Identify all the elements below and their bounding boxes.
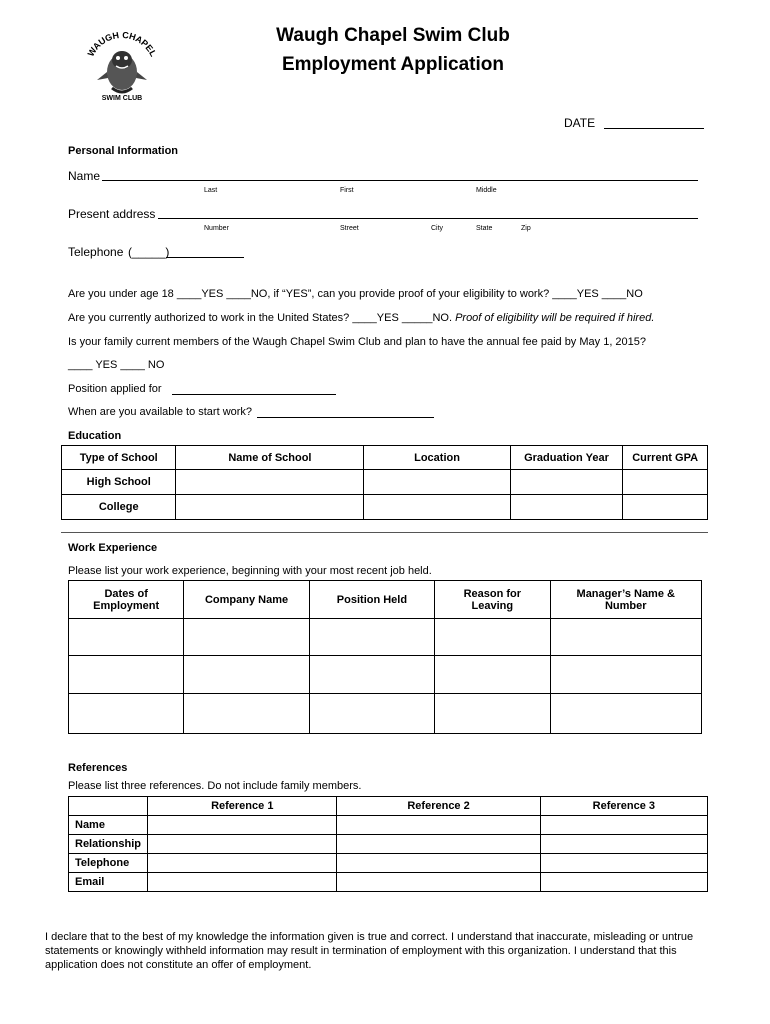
page-subtitle: Employment Application [281,54,505,75]
work-col-manager-l2: Number [604,599,647,612]
address-state-caption: State [476,225,493,232]
address-field[interactable] [158,218,698,219]
work-col-reason [435,581,550,619]
table-row [62,470,708,495]
references-heading: References [68,762,128,774]
date-field[interactable] [604,128,704,129]
address-zip-caption: Zip [521,225,531,232]
edu-col-name: Name of School [176,446,364,470]
work-col-dates-l2: Employment [93,599,160,612]
start-date-label: When are you available to start work? [68,406,253,418]
edu-col-grad-year: Graduation Year [510,446,623,470]
declaration-line: statements or knowingly withheld information may result in termination of employment with this organization. I understand that this [45,945,677,957]
table-row [62,495,708,520]
name-first-caption: First [340,187,354,194]
logo-top-text: WAUGH CHAPEL [85,30,159,59]
education-heading: Education [68,430,122,442]
work-col-dates [69,581,184,619]
declaration-line: I declare that to the best of my knowledge the information given is true and correct. I understand that inaccurate, misleading or untrue [45,931,694,943]
age-question: Are you under age 18 ____YES ____NO, if “YES”, can you provide proof of your eligibility to work? ____YES ____NO [68,288,643,300]
table-row [69,835,708,854]
name-last-caption: Last [204,187,218,194]
work-cell[interactable] [69,619,184,656]
section-divider [61,532,708,533]
work-heading: Work Experience [68,542,158,554]
address-street-caption: Street [340,225,359,232]
ref-col-1: Reference 1 [148,797,337,816]
education-table [61,445,708,520]
ref-col-2: Reference 2 [337,797,540,816]
work-cell[interactable] [435,694,550,734]
work-col-manager-l1: Manager’s Name & [576,587,675,600]
ref-cell[interactable] [148,835,337,854]
work-cell[interactable] [550,619,702,656]
work-col-reason-l1: Reason for [463,587,522,600]
address-city-caption: City [431,225,444,232]
references-instruction: Please list three references. Do not include family members. [68,780,362,792]
edu-cell[interactable] [176,470,364,495]
ref-cell[interactable] [337,854,540,873]
edu-cell[interactable] [364,495,510,520]
edu-cell[interactable] [510,495,623,520]
telephone-area-code: (_____) [128,245,170,259]
dolphin-logo-icon [82,30,162,104]
edu-row-label: High School [62,470,176,495]
address-number-caption: Number [204,225,229,232]
work-auth-question-text: Are you currently authorized to work in the United States? ____YES _____NO. [68,312,456,324]
ref-cell[interactable] [337,835,540,854]
edu-col-gpa: Current GPA [623,446,708,470]
ref-row-label: Email [69,873,148,892]
table-row [69,854,708,873]
ref-row-label: Name [69,816,148,835]
start-date-field[interactable] [257,417,434,418]
ref-cell[interactable] [540,835,707,854]
logo-bottom-text: SWIM CLUB [101,95,143,102]
work-cell[interactable] [550,656,702,694]
club-logo [82,30,162,104]
work-auth-note: Proof of eligibility will be required if hired. [455,312,655,324]
work-auth-question [68,312,654,324]
ref-col-3: Reference 3 [540,797,707,816]
edu-col-location: Location [364,446,510,470]
page-title: Waugh Chapel Swim Club [276,25,510,46]
edu-cell[interactable] [510,470,623,495]
position-field[interactable] [172,394,336,395]
work-cell[interactable] [435,656,550,694]
work-cell[interactable] [309,694,434,734]
telephone-label: Telephone [68,245,124,259]
work-cell[interactable] [184,619,309,656]
telephone-field[interactable] [166,257,244,258]
work-cell[interactable] [69,694,184,734]
ref-row-label: Telephone [69,854,148,873]
ref-corner-cell [69,797,148,816]
name-field[interactable] [102,180,698,181]
date-label: DATE [564,116,596,130]
ref-cell[interactable] [540,816,707,835]
ref-cell[interactable] [148,854,337,873]
edu-row-label: College [62,495,176,520]
ref-cell[interactable] [540,854,707,873]
ref-cell[interactable] [540,873,707,892]
table-row [69,816,708,835]
work-cell[interactable] [184,656,309,694]
edu-cell[interactable] [623,495,708,520]
references-table [68,796,708,892]
work-col-reason-l2: Leaving [471,599,514,612]
name-label: Name [68,169,101,183]
table-row [69,873,708,892]
ref-cell[interactable] [148,816,337,835]
work-table [68,580,702,734]
edu-cell[interactable] [176,495,364,520]
edu-cell[interactable] [364,470,510,495]
address-label: Present address [68,207,156,221]
name-middle-caption: Middle [476,187,497,194]
ref-cell[interactable] [148,873,337,892]
work-cell[interactable] [184,694,309,734]
family-member-options: ____ YES ____ NO [68,359,165,371]
personal-info-heading: Personal Information [68,145,179,157]
work-col-dates-l1: Dates of [104,587,148,600]
work-cell[interactable] [69,656,184,694]
table-row [69,656,702,694]
declaration-line: application does not constitute an offer of employment. [45,959,312,971]
work-col-company: Company Name [184,581,309,619]
table-row [69,619,702,656]
work-col-manager [550,581,702,619]
ref-row-label: Relationship [69,835,148,854]
position-label: Position applied for [68,383,162,395]
ref-cell[interactable] [337,873,540,892]
work-cell[interactable] [435,619,550,656]
work-cell[interactable] [550,694,702,734]
work-cell[interactable] [309,619,434,656]
edu-cell[interactable] [623,470,708,495]
work-cell[interactable] [309,656,434,694]
work-instruction: Please list your work experience, beginning with your most recent job held. [68,565,432,577]
family-member-question: Is your family current members of the Waugh Chapel Swim Club and plan to have the annual fee paid by May 1, 2015? [68,336,647,348]
ref-cell[interactable] [337,816,540,835]
table-row [69,694,702,734]
edu-col-type: Type of School [62,446,176,470]
declaration-text [45,930,735,972]
work-col-position: Position Held [309,581,434,619]
